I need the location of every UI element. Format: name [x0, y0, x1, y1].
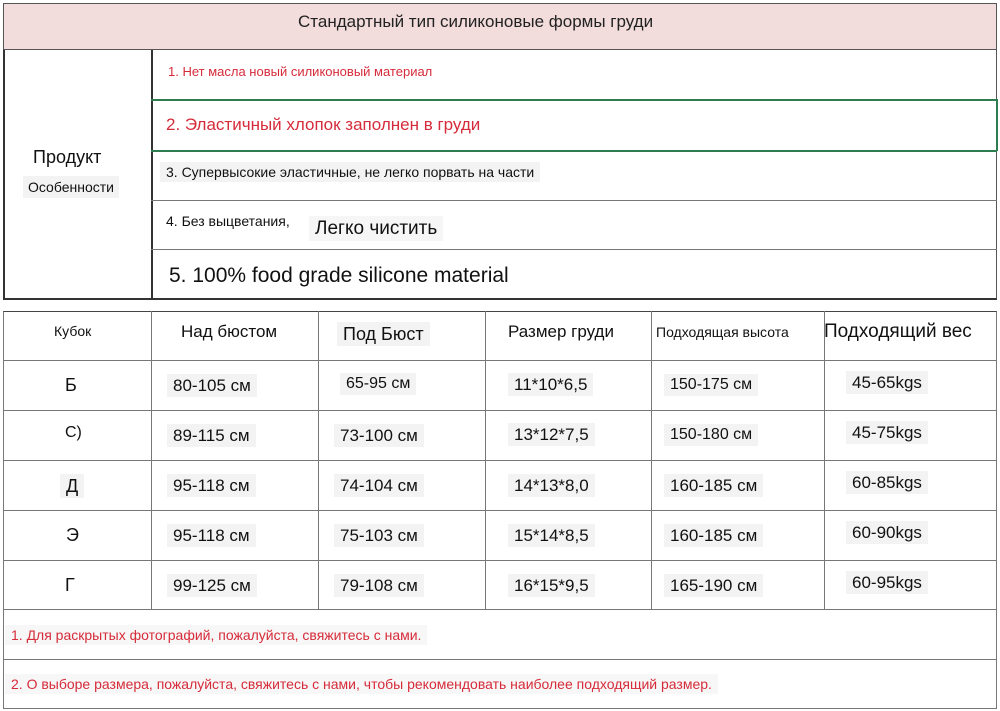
page-title: Стандартный тип силиконовые формы груди	[298, 12, 654, 31]
cell-breast-size: 14*13*8,0	[508, 474, 595, 497]
table-grid-line	[318, 311, 319, 610]
cell-weight: 60-85kgs	[846, 471, 928, 494]
table-grid-line	[3, 410, 997, 411]
cell-height: 150-175 см	[664, 374, 758, 396]
cell-breast-size: 11*10*6,5	[508, 373, 593, 396]
feature-sep	[151, 249, 997, 250]
feature-item-3: 3. Супервысокие эластичные, не легко порвать на части	[160, 162, 540, 182]
cell-height: 150-180 см	[664, 424, 758, 446]
cell-weight: 45-65kgs	[846, 371, 928, 394]
notes-sep	[3, 659, 997, 660]
feature-sep	[996, 99, 998, 151]
features-label-line1: Продукт	[33, 147, 102, 167]
cell-over-bust: 95-118 см	[167, 474, 256, 497]
feature-sep	[151, 99, 997, 101]
header-weight: Подходящий вес	[824, 321, 972, 342]
header-height: Подходящая высота	[656, 324, 789, 340]
cell-breast-size: 16*15*9,5	[508, 574, 595, 597]
features-divider	[151, 50, 153, 300]
cell-over-bust: 95-118 см	[167, 524, 256, 547]
note-1: 1. Для раскрытых фотографий, пожалуйста, свяжитесь с нами.	[5, 625, 427, 645]
cell-cup: Э	[66, 525, 79, 545]
cell-breast-size: 13*12*7,5	[508, 423, 595, 446]
cell-weight: 60-95kgs	[846, 571, 928, 594]
feature-item-2: 2. Эластичный хлопок заполнен в груди	[166, 115, 481, 134]
header-breast-size: Размер груди	[508, 322, 614, 341]
cell-under-bust: 65-95 см	[340, 373, 416, 395]
cell-height: 160-185 см	[664, 474, 763, 497]
feature-item-4: 4. Без выцветания,	[166, 213, 290, 229]
cell-under-bust: 73-100 см	[334, 424, 424, 447]
features-label-line2: Особенности	[23, 176, 119, 198]
feature-sep	[151, 150, 997, 152]
table-grid-line	[485, 311, 486, 610]
cell-over-bust: 80-105 см	[167, 374, 257, 397]
table-grid-line	[651, 311, 652, 610]
cell-cup: Г	[65, 575, 75, 595]
table-grid-line	[3, 360, 997, 361]
note-2: 2. О выборе размера, пожалуйста, свяжитесь с нами, чтобы рекомендовать наиболее подходящий размер.	[5, 674, 718, 694]
header-under-bust: Под Бюст	[337, 322, 430, 346]
table-grid-line	[3, 510, 997, 511]
header-over-bust: Над бюстом	[181, 322, 278, 341]
cell-height: 165-190 см	[664, 574, 763, 597]
table-grid-line	[3, 560, 997, 561]
table-grid-line	[3, 460, 997, 461]
cell-height: 160-185 см	[664, 524, 763, 547]
cell-cup: C)	[65, 424, 82, 441]
cell-over-bust: 89-115 см	[167, 424, 256, 447]
table-grid-line	[151, 311, 152, 610]
feature-item-4-extra: Легко чистить	[309, 216, 443, 241]
header-cup: Кубок	[54, 323, 92, 339]
cell-under-bust: 74-104 см	[334, 474, 424, 497]
cell-cup: Б	[65, 375, 77, 395]
cell-over-bust: 99-125 см	[167, 574, 257, 597]
cell-weight: 45-75kgs	[846, 421, 928, 444]
feature-sep	[151, 200, 997, 201]
cell-weight: 60-90kgs	[846, 521, 928, 544]
cell-under-bust: 75-103 см	[334, 524, 424, 547]
feature-item-5: 5. 100% food grade silicone material	[169, 264, 509, 287]
feature-item-1: 1. Нет масла новый силиконовый материал	[168, 64, 433, 79]
cell-under-bust: 79-108 см	[334, 574, 424, 597]
table-grid-line	[824, 311, 825, 610]
cell-breast-size: 15*14*8,5	[508, 524, 595, 547]
cell-cup: Д	[60, 474, 84, 498]
